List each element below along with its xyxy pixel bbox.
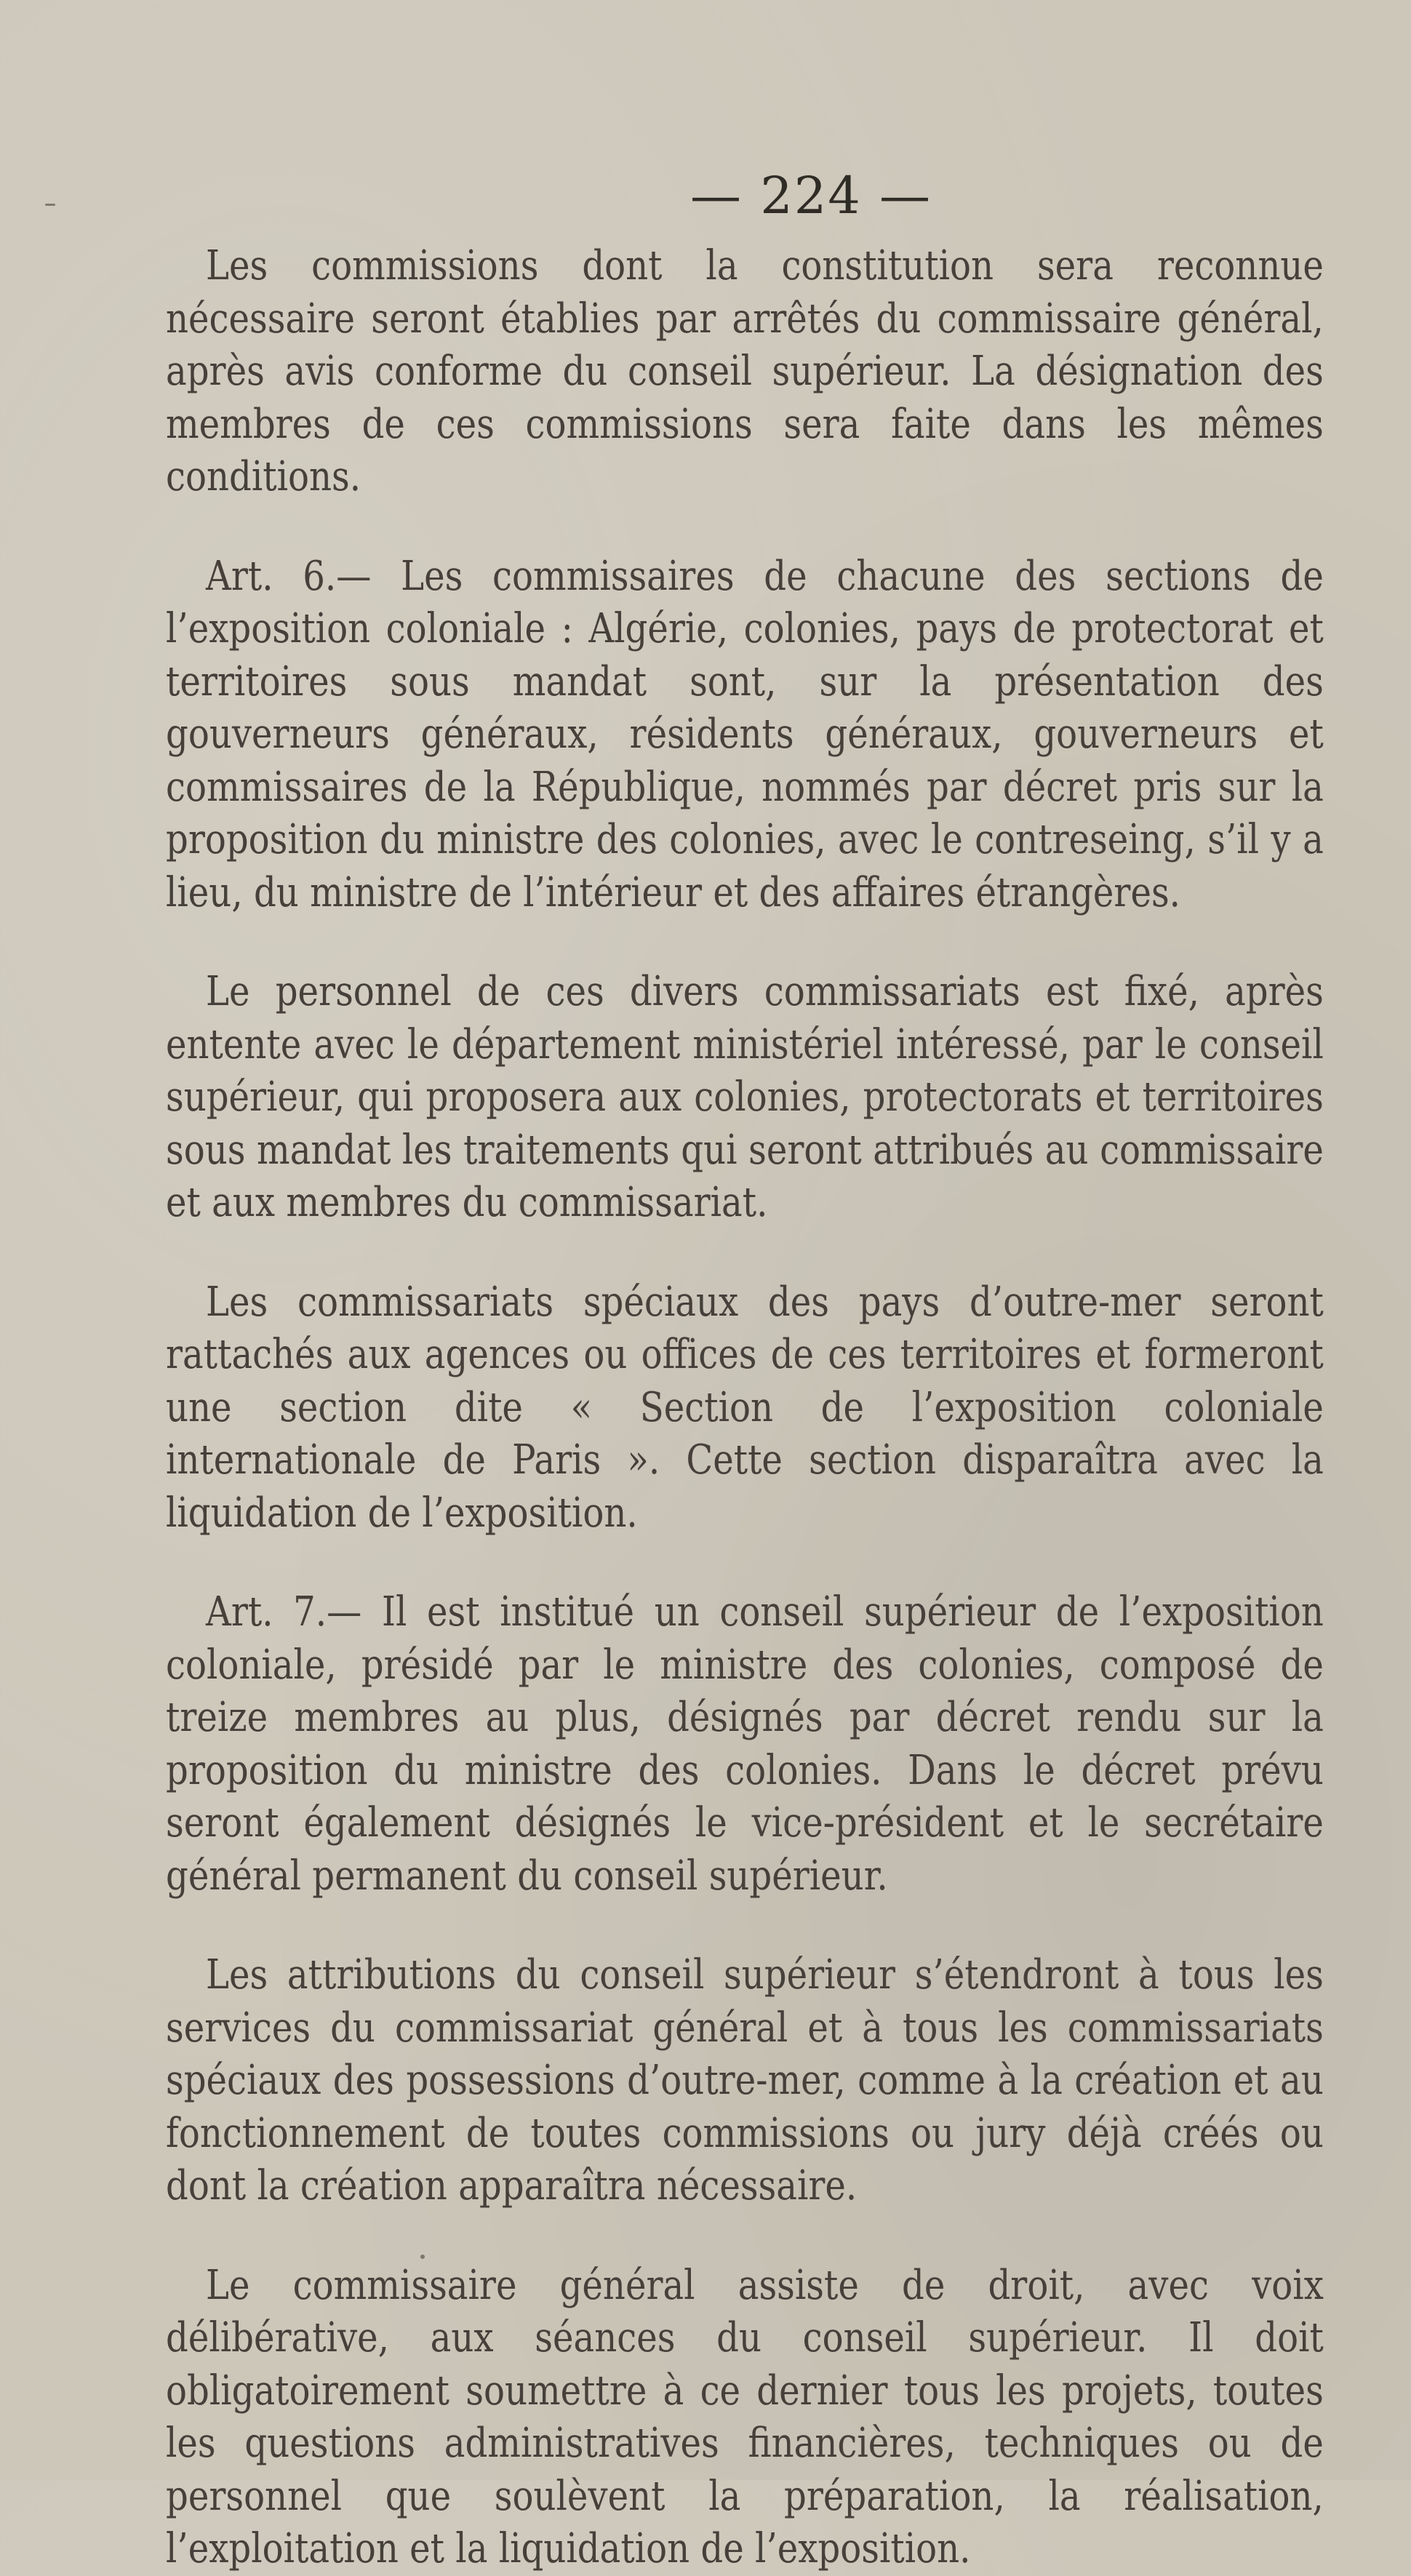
print-speck (45, 204, 55, 206)
paragraph-commissions: Les commissions dont la constitution sera reconnue nécessaire seront établies par arrêtés du commissaire général, après avis conforme du conseil supérieur. La désignation des membres de ces commissions sera faite dans les mêmes conditions. (166, 242, 1324, 500)
print-speck (420, 2255, 425, 2259)
body-text (166, 240, 1324, 2576)
paragraph-attributions: Les attributions du conseil supérieur s’étendront à tous les services du commissariat général et à tous les commissariats spéciaux des possessions d’outre-mer, comme à la création et au fonctionnement de toutes commissions ou jury déjà créés ou dont la création apparaîtra nécessaire. (166, 1951, 1324, 2209)
paragraph-article-6: Art. 6.— Les commissaires de chacune des sections de l’exposition coloniale : Algérie, colonies, pays de protectorat et territoires sous mandat sont, sur la présentation des gouverneurs généraux, résidents généraux, gouverneurs et commissaires de la République, nommés par décret pris sur la proposition du ministre des colonies, avec le contreseing, s’il y a lieu, du ministre de l’intérieur et des affaires étrangères. (166, 552, 1324, 916)
paragraph-article-7: Art. 7.— Il est institué un conseil supérieur de l’exposition coloniale, présidé par le ministre des colonies, composé de treize membres au plus, désignés par décret rendu sur la proposition du ministre des colonies. Dans le décret prévu seront également désignés le vice-président et le secrétaire général permanent du conseil supérieur. (166, 1588, 1324, 1900)
paragraph-commissariats-speciaux: Les commissariats spéciaux des pays d’outre-mer seront rattachés aux agences ou offices de ces territoires et formeront une section dite « Section de l’exposition coloniale internationale de Paris ». Cette section disparaîtra avec la liquidation de l’exposition. (166, 1278, 1324, 1537)
paragraph-personnel: Le personnel de ces divers commissariats est fixé, après entente avec le département ministériel intéressé, par le conseil supérieur, qui proposera aux colonies, protectorats et territoires sous mandat les traitements qui seront attribués au commissaire et aux membres du commissariat. (166, 968, 1324, 1226)
page-number: — 224 — (689, 166, 932, 225)
paragraph-commissaire-general: Le commissaire général assiste de droit, avec voix délibérative, aux séances du conseil supérieur. Il doit obligatoirement soumettre à ce dernier tous les projets, toutes les questions administratives financières, techniques ou de personnel que soulèvent la préparation, la réalisation, l’exploitation et la liquidation de l’exposition. (166, 2261, 1324, 2572)
